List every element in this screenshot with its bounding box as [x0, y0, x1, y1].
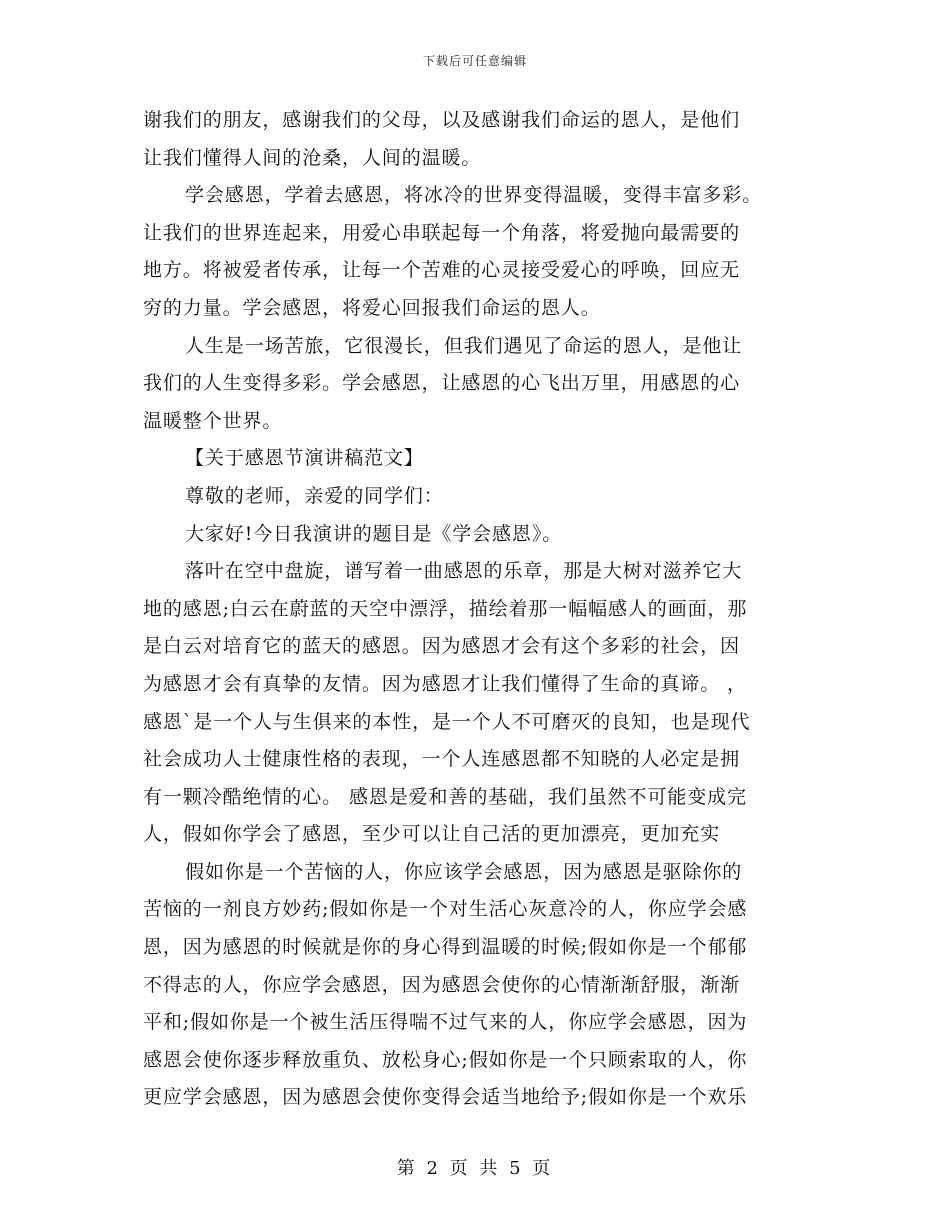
text-line: 平和;假如你是一个被生活压得喘不过气来的人，你应学会感恩，因为 [143, 1011, 748, 1034]
salutation: 尊敬的老师，亲爱的同学们： [185, 484, 444, 507]
text-line: 有一颗冷酷绝情的心。 感恩是爱和善的基础，我们虽然不可能变成完 [143, 785, 747, 808]
text-line: 感恩`是一个人与生俱来的本性，是一个人不可磨灭的良知，也是现代 [143, 710, 751, 733]
text-line: 假如你是一个苦恼的人，你应该学会感恩，因为感恩是驱除你的 [185, 860, 743, 883]
text-line: 恩，因为感恩的时候就是你的身心得到温暖的时候;假如你是一个郁郁 [143, 936, 748, 959]
text-line: 是白云对培育它的蓝天的感恩。因为感恩才会有这个多彩的社会，因 [143, 635, 741, 658]
text-line: 谢我们的朋友，感谢我们的父母，以及感谢我们命运的恩人，是他们 [143, 109, 741, 131]
text-line: 穷的力量。学会感恩，将爱心回报我们命运的恩人。 [143, 296, 601, 319]
text-line: 苦恼的一剂良方妙药;假如你是一个对生活心灰意冷的人，你应学会感 [143, 898, 748, 921]
page-header-note: 下载后可任意编辑 [422, 54, 527, 68]
text-line: 我们的人生变得多彩。学会感恩，让感恩的心飞出万里，用感恩的心 [143, 372, 741, 395]
page-number: 第 2 页 共 5 页 [396, 1158, 554, 1179]
text-line: 人生是一场苦旅，它很漫长，但我们遇见了命运的恩人，是他让 [185, 334, 743, 357]
text-line: 社会成功人士健康性格的表现，一个人连感恩都不知晓的人必定是拥 [143, 748, 741, 771]
text-line: 学会感恩，学着去感恩，将冰冷的世界变得温暖，变得丰富多彩。 [185, 184, 763, 207]
text-line: 感恩会使你逐步释放重负、放松身心;假如你是一个只顾索取的人，你 [143, 1048, 748, 1071]
text-line: 大家好!今日我演讲的题目是《学会感恩》。 [185, 522, 563, 545]
text-line: 不得志的人，你应学会感恩，因为感恩会使你的心情渐渐舒服，渐渐 [143, 973, 741, 996]
text-line: 人，假如你学会了感恩，至少可以让自己活的更加漂亮，更加充实 [143, 823, 721, 846]
text-line: 为感恩才会有真挚的友情。因为感恩才让我们懂得了生命的真谛。 ， [143, 672, 747, 695]
document-body [143, 102, 808, 1117]
text-line: 温暖整个世界。 [143, 409, 283, 432]
text-line: 地方。将被爱者传承，让每一个苦难的心灵接受爱心的呼唤，回应无 [143, 259, 741, 282]
text-line: 落叶在空中盘旋，谱写着一曲感恩的乐章，那是大树对滋养它大 [185, 560, 743, 583]
text-line: 地的感恩;白云在蔚蓝的天空中漂浮，描绘着那一幅幅感人的画面，那 [143, 597, 748, 620]
text-line: 让我们懂得人间的沧桑，人间的温暖。 [143, 146, 482, 169]
section-heading: 【关于感恩节演讲稿范文】 [185, 447, 424, 470]
text-line: 让我们的世界连起来，用爱心串联起每一个角落，将爱抛向最需要的 [143, 221, 741, 244]
text-line: 更应学会感恩，因为感恩会使你变得会适当地给予;假如你是一个欢乐 [143, 1086, 748, 1109]
